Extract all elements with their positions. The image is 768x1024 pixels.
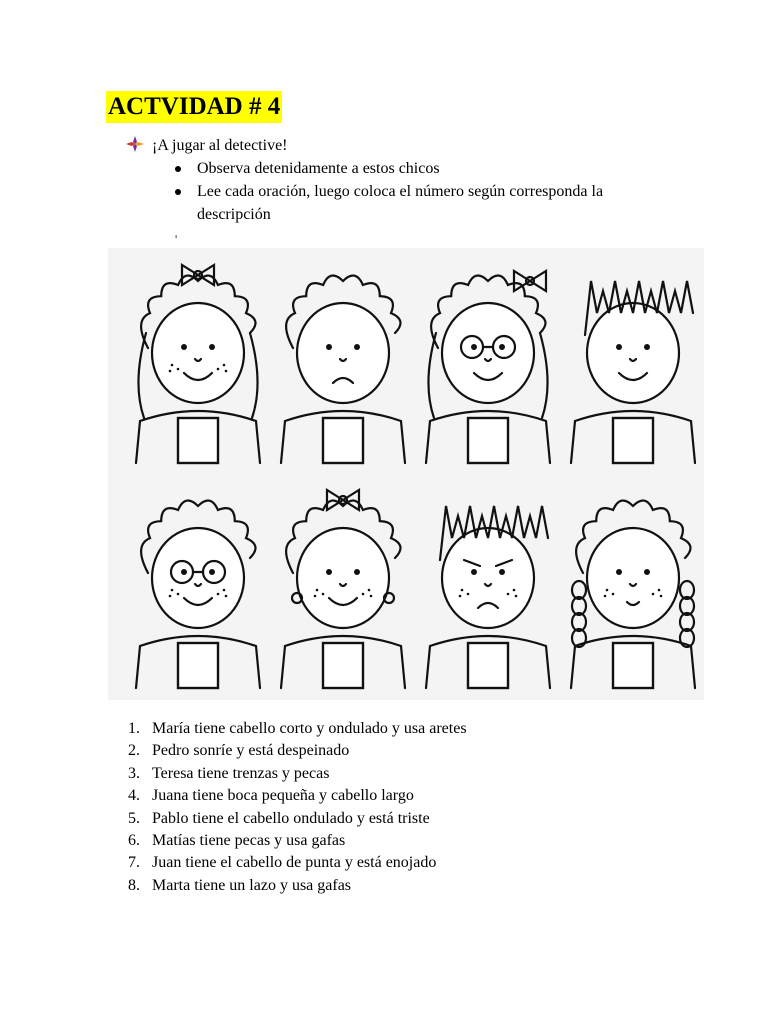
child-face bbox=[571, 501, 695, 688]
description-item: 8. Marta tiene un lazo y usa gafas bbox=[128, 876, 352, 894]
description-item: 6. Matías tiene pecas y usa gafas bbox=[128, 832, 346, 850]
child-face bbox=[136, 265, 260, 463]
description-item: 7. Juan tiene el cabello de punta y está enojado bbox=[128, 854, 437, 872]
intro-line bbox=[126, 135, 288, 157]
diamond-arrows-icon bbox=[126, 136, 144, 152]
answer-box bbox=[468, 418, 508, 463]
answer-box bbox=[178, 418, 218, 463]
answer-box bbox=[178, 643, 218, 688]
activity-title: ACTVIDAD # 4 bbox=[106, 91, 282, 123]
faces-drawing bbox=[108, 248, 704, 700]
description-item: 5. Pablo tiene el cabello ondulado y está triste bbox=[128, 809, 430, 827]
answer-box bbox=[323, 643, 363, 688]
answer-box bbox=[613, 643, 653, 688]
children-faces-illustration bbox=[108, 248, 704, 700]
child-face bbox=[426, 271, 550, 463]
intro-text: ¡A jugar al detective! bbox=[152, 137, 288, 154]
answer-box bbox=[613, 418, 653, 463]
child-face bbox=[281, 276, 405, 463]
child-face bbox=[136, 501, 260, 688]
instruction-item: Observa detenidamente a estos chicos bbox=[175, 157, 675, 180]
instruction-item: Lee cada oración, luego coloca el número según corresponda la descripción bbox=[175, 180, 675, 226]
description-list bbox=[128, 718, 467, 897]
answer-box bbox=[323, 418, 363, 463]
child-face bbox=[571, 281, 695, 463]
instruction-list bbox=[175, 157, 675, 226]
description-item: 2. Pedro sonríe y está despeinado bbox=[128, 742, 350, 760]
child-face bbox=[426, 506, 550, 688]
stray-mark: ' bbox=[175, 232, 178, 246]
child-face bbox=[281, 490, 405, 688]
answer-box bbox=[468, 643, 508, 688]
description-item: 3. Teresa tiene trenzas y pecas bbox=[128, 764, 330, 782]
description-item: 4. Juana tiene boca pequeña y cabello largo bbox=[128, 787, 414, 805]
description-item: 1. María tiene cabello corto y ondulado y usa aretes bbox=[128, 720, 467, 737]
